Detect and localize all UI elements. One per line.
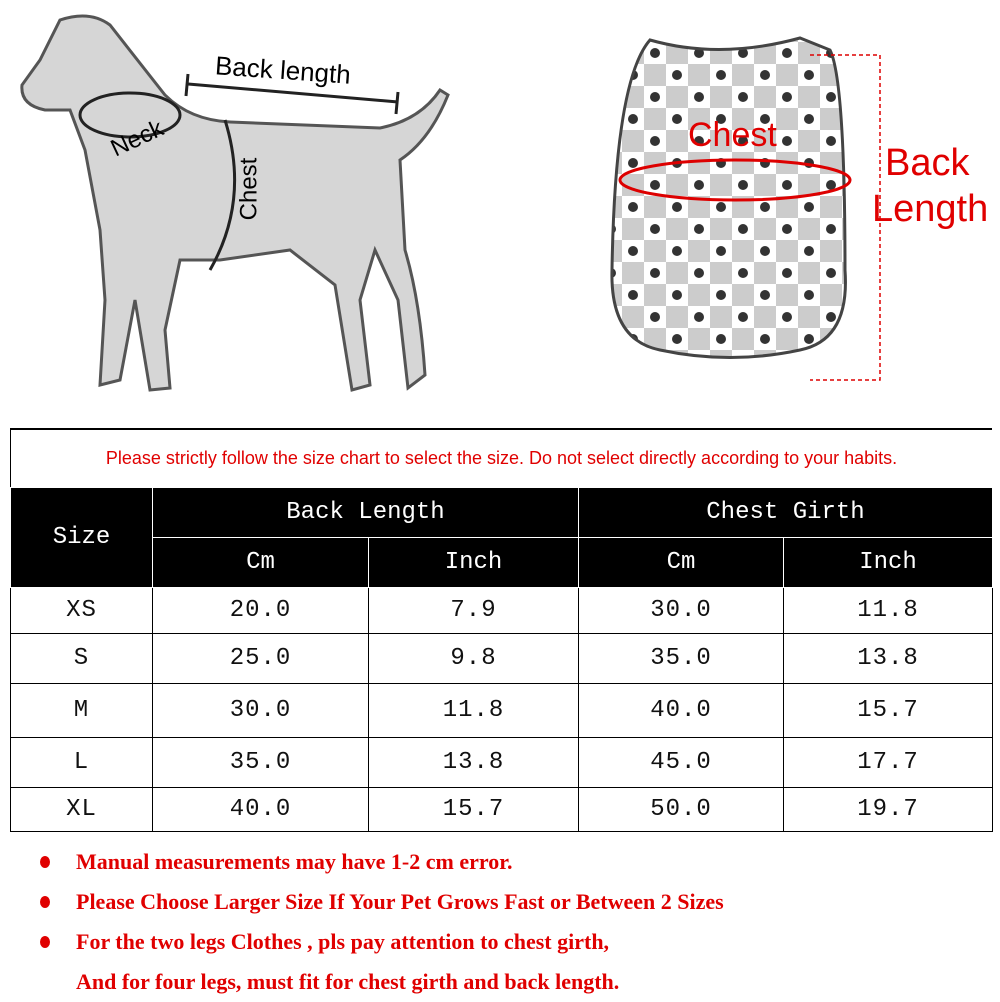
cell: 19.7: [784, 788, 993, 832]
size-header: Size: [11, 488, 153, 588]
cell: 40.0: [579, 684, 784, 738]
cell: 30.0: [153, 684, 369, 738]
note-item: For the two legs Clothes , pls pay attention to chest girth,: [76, 929, 610, 954]
size-cell: M: [11, 684, 153, 738]
table-row: [11, 788, 993, 832]
bullet-icon: [40, 936, 50, 948]
cell: 35.0: [153, 738, 369, 788]
size-cell: S: [11, 634, 153, 684]
dog-measurement-diagram: [0, 0, 470, 410]
notes-list: [40, 842, 724, 1002]
cell: 15.7: [784, 684, 993, 738]
bullet-icon: [40, 896, 50, 908]
cell: 25.0: [153, 634, 369, 684]
size-cell: XL: [11, 788, 153, 832]
bullet-icon: [40, 856, 50, 868]
table-row: [11, 684, 993, 738]
back-cm-header: Cm: [153, 538, 369, 588]
cell: 20.0: [153, 588, 369, 634]
chest-cm-header: Cm: [579, 538, 784, 588]
back-length-label: Back length: [214, 50, 352, 90]
back-inch-header: Inch: [369, 538, 579, 588]
cell: 11.8: [369, 684, 579, 738]
chest-label: Chest: [235, 157, 263, 221]
cell: 17.7: [784, 738, 993, 788]
cell: 30.0: [579, 588, 784, 634]
cell: 15.7: [369, 788, 579, 832]
shirt-chest-label: Chest: [688, 116, 777, 154]
size-notice: Please strictly follow the size chart to select the size. Do not select directly according to your habits.: [10, 428, 992, 487]
size-chart-table: [10, 487, 993, 832]
cell: 50.0: [579, 788, 784, 832]
size-cell: L: [11, 738, 153, 788]
cell: 9.8: [369, 634, 579, 684]
chest-girth-header: Chest Girth: [579, 488, 993, 538]
cell: 35.0: [579, 634, 784, 684]
note-item: Please Choose Larger Size If Your Pet Grows Fast or Between 2 Sizes: [76, 889, 724, 914]
note-item: Manual measurements may have 1-2 cm error.: [76, 849, 513, 874]
note-item: And for four legs, must fit for chest girth and back length.: [76, 969, 620, 994]
size-cell: XS: [11, 588, 153, 634]
cell: 7.9: [369, 588, 579, 634]
table-row: [11, 634, 993, 684]
cell: 13.8: [784, 634, 993, 684]
cell: 45.0: [579, 738, 784, 788]
cell: 13.8: [369, 738, 579, 788]
shirt-length-label: Length: [872, 188, 989, 230]
shirt-back-label: Back: [885, 142, 970, 184]
chest-inch-header: Inch: [784, 538, 993, 588]
cell: 11.8: [784, 588, 993, 634]
table-row: [11, 588, 993, 634]
neck-label: Neck: [106, 114, 168, 163]
table-row: [11, 738, 993, 788]
cell: 40.0: [153, 788, 369, 832]
shirt-measurement-diagram: [600, 20, 1000, 390]
back-length-header: Back Length: [153, 488, 579, 538]
